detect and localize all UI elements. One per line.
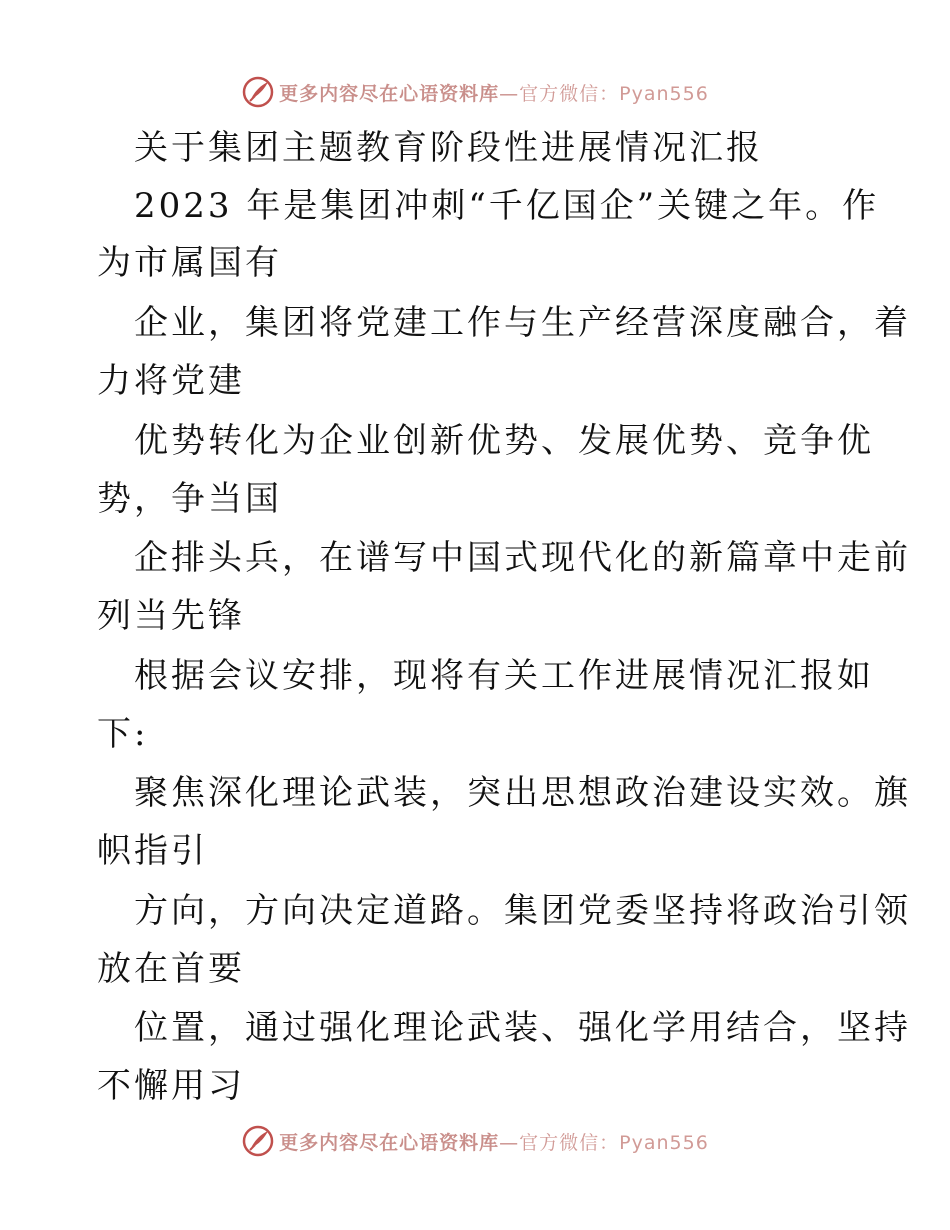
body-line: 放在首要 <box>97 949 245 989</box>
body-line: 势，争当国 <box>97 479 282 519</box>
watermark-lead: 更多内容尽在心语资料库 <box>279 1131 500 1154</box>
body-line: 位置，通过强化理论武装、强化学用结合，坚持 <box>134 1008 911 1048</box>
feather-seal-icon <box>241 1124 275 1158</box>
body-line: 聚焦深化理论武装，突出思想政治建设实效。旗 <box>134 773 911 813</box>
document-title: 关于集团主题教育阶段性进展情况汇报 <box>134 128 763 168</box>
body-line: 下: <box>97 714 149 754</box>
footer-watermark <box>0 1121 950 1161</box>
watermark-lead: 更多内容尽在心语资料库 <box>279 82 500 105</box>
watermark-text <box>279 1128 709 1155</box>
body-line: 为市属国有 <box>97 243 282 283</box>
watermark-separator: — <box>499 1131 520 1154</box>
body-line: 帜指引 <box>97 831 208 871</box>
watermark-separator: — <box>499 82 520 105</box>
body-line: 2023 年是集团冲刺“千亿国企”关键之年。作 <box>134 186 880 226</box>
watermark-contact: 官方微信：Pyan556 <box>519 82 709 105</box>
watermark-contact: 官方微信：Pyan556 <box>519 1131 709 1154</box>
body-line: 方向，方向决定道路。集团党委坚持将政治引领 <box>134 891 911 931</box>
body-line: 列当先锋 <box>97 596 245 636</box>
body-line: 力将党建 <box>97 361 245 401</box>
body-line: 根据会议安排，现将有关工作进展情况汇报如 <box>134 656 874 696</box>
body-line: 企排头兵，在谱写中国式现代化的新篇章中走前 <box>134 538 911 578</box>
body-line: 企业，集团将党建工作与生产经营深度融合，着 <box>134 303 911 343</box>
body-line: 不懈用习 <box>97 1066 245 1106</box>
body-line: 优势转化为企业创新优势、发展优势、竞争优 <box>134 421 874 461</box>
